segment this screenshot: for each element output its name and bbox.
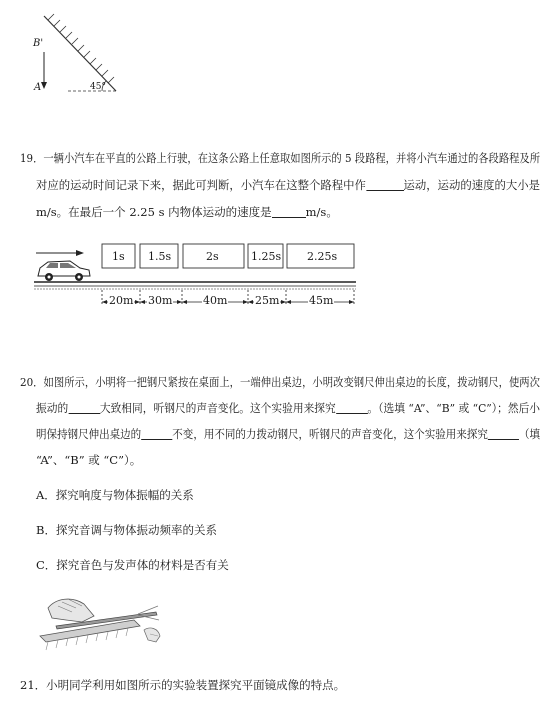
q19-blank-motion[interactable] [366, 178, 404, 191]
label-b-prime: B' [33, 38, 44, 49]
time-label-1: 1s [112, 250, 125, 263]
q20-blank-2[interactable] [336, 401, 368, 414]
time-label-4: 1.25s [251, 250, 282, 263]
mirror-figure [30, 8, 130, 98]
q20-line2 [36, 400, 540, 416]
q19-blank-speed[interactable] [272, 205, 306, 218]
q19-line2a: 对应的运动时间记录下来，据此可判断，小汽车在这整个路程中作 [36, 178, 366, 192]
option-a: A．探究响度与物体振幅的关系 [36, 488, 194, 502]
distance-label-1: 20m [109, 294, 134, 307]
angle-label: 45° [90, 82, 106, 92]
q20-line2a: 振动的 [36, 401, 69, 415]
label-a: A [34, 82, 42, 93]
distance-label-5: 45m [309, 294, 334, 307]
distance-label-2: 30m [148, 294, 173, 307]
time-label-2: 1.5s [148, 250, 172, 263]
q20-blank-1[interactable] [68, 401, 100, 414]
q19-line2 [36, 177, 540, 193]
q20-line3a: 明保持钢尺伸出桌边的 [36, 427, 142, 441]
q19-line1: 19．一辆小汽车在平直的公路上行驶，在这条公路上任意取如图所示的 5 段路程，并将小汽车通过的各段路程及所 [20, 151, 541, 165]
q21-line1: 21．小明同学利用如图所示的实验装置探究平面镜成像的特点。 [20, 678, 346, 692]
q20-line3b: 不变，用不同的力拨动钢尺，听钢尺的声音变化，这个实验用来探究 [172, 427, 488, 441]
q19-line3b: m/s。 [305, 205, 338, 219]
distance-label-3: 40m [203, 294, 228, 307]
q19-line3 [36, 204, 338, 220]
q20-blank-4[interactable] [488, 427, 519, 440]
option-b: B．探究音调与物体振动频率的关系 [36, 523, 217, 537]
ruler-figure [38, 590, 168, 652]
distance-label-4: 25m [255, 294, 280, 307]
q20-line3 [36, 426, 540, 442]
q20-blank-3[interactable] [141, 427, 172, 440]
q20-line4: “A”、“B” 或 “C”）。 [36, 453, 142, 467]
q20-line3c: （填 [518, 427, 540, 441]
time-label-5: 2.25s [307, 250, 338, 263]
q19-line3a: m/s。在最后一个 2.25 s 内物体运动的速度是 [36, 205, 272, 219]
mirror-diagram [30, 8, 130, 98]
q20-line1: 20．如图所示，小明将一把钢尺紧按在桌面上，一端伸出桌边，小明改变钢尺伸出桌边的长度，拨动钢尺，使两次 [20, 375, 540, 389]
q19-line2b: 运动，运动的速度的大小是 [403, 178, 540, 192]
q20-line2b: 大致相同，听钢尺的声音变化。这个实验用来探究 [99, 401, 336, 415]
time-label-3: 2s [206, 250, 219, 263]
car-road-figure [34, 238, 359, 318]
ruler-diagram [38, 590, 168, 652]
option-c: C．探究音色与发声体的材料是否有关 [36, 558, 229, 572]
q20-line2c: 。（选填 “A”、“B” 或 “C”）；然后小 [367, 401, 541, 415]
car-icon [38, 261, 90, 281]
